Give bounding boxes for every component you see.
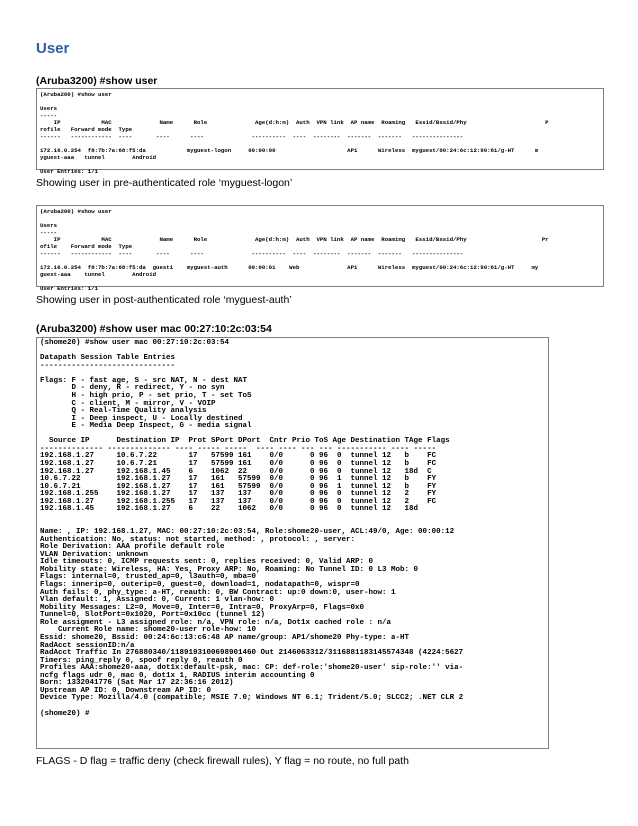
terminal-screenshot-pre-auth bbox=[36, 88, 604, 175]
caption-post-auth: Showing user in post-authenticated role ‘myguest-auth’ bbox=[36, 294, 292, 306]
terminal-output: (Aruba200) #show user Users ----- IP MAC Name Role Age(d:h:m) Auth VPN link AP name Roaming Essid/Bssid/Phy Pr ofile Forward mode Type ------ ------------ ---- ---- ---- ---------- ---- -------- ------- ------- --------------- 172.16.0.254 f8:7b:7a:68:f5:da guest1 myguest-auth 00:00:01 Web AP1 Wireless myguest/00:24:6c:12:90:61/g-HT my guest-aaa tunnel Android User Entries: 1/1 bbox=[40, 208, 549, 292]
command-label-show-user: (Aruba3200) #show user bbox=[36, 75, 158, 87]
terminal-output: (Aruba200) #show user Users ----- IP MAC Name Role Age(d:h:m) Auth VPN link AP name Roaming Essid/Bssid/Phy P rofile Forward mode Type ------ ------------ ---- ---- ---- ---------- ---- -------- ------- ------- --------------- 172.16.0.254 f8:7b:7a:68:f5:da myguest-logon 00:00:00 AP1 Wireless myguest/00:24:6c:12:90:61/g-HT m yguest-aaa tunnel Android User Entries: 1/1 bbox=[40, 91, 549, 175]
caption-flags: FLAGS - D flag = traffic deny (check firewall rules), Y flag = no route, no full path bbox=[36, 755, 409, 767]
terminal-screenshot-post-auth bbox=[36, 205, 604, 292]
terminal-output: (shome20) #show user mac 00:27:10:2c:03:54 Datapath Session Table Entries ------------------------------ Flags: F - fast age, S - src NAT, N - dest NAT D - deny, R - redirect, Y - no syn H - high prio, P - set prio, T - set ToS C - client, M - mirror, V - VOIP Q - Real-Time Quality analysis I - Deep inspect, U - Locally destined E - Media Deep Inspect, G - media signal Source IP Destination IP Prot SPort DPort Cntr Prio ToS Age Destination TAge Flags -------------- -------------- ---- ----- ----- ---- ---- --- --- ----------- ---- ----- 192.168.1.27 10.6.7.22 17 57599 161 0/0 0 96 0 tunnel 12 b FC 192.168.1.27 10.6.7.21 17 57599 161 0/0 0 96 0 tunnel 12 b FC 192.168.1.27 192.168.1.45 6 1062 22 0/0 0 96 0 tunnel 12 18d C 10.6.7.22 192.168.1.27 17 161 57599 0/0 0 96 1 tunnel 12 b FY 10.6.7.21 192.168.1.27 17 161 57599 0/0 0 96 1 tunnel 12 b FY 192.168.1.255 192.168.1.27 17 137 137 0/0 0 96 0 tunnel 12 2 FY 192.168.1.27 192.168.1.255 17 137 137 0/0 0 96 0 tunnel 12 2 FC 192.168.1.45 192.168.1.27 6 22 1062 0/0 0 96 0 tunnel 12 18d Name: , IP: 192.168.1.27, MAC: 00:27:10:2c:03:54, Role:shome20-user, ACL:49/0, Age: 00:00:12 Authentication: No, status: not started, method: , protocol: , server: Role Derivation: AAA profile default role VLAN Derivation: unknown Idle timeouts: 0, ICMP requests sent: 0, replies received: 0, Valid ARP: 0 Mobility state: Wireless, HA: Yes, Proxy ARP: No, Roaming: No Tunnel ID: 0 L3 Mob: 0 Flags: internal=0, trusted_ap=0, l3auth=0, mba=0 Flags: innerip=0, outerip=0, guest=0, download=1, nodatapath=0, wispr=0 Auth fails: 0, phy_type: a-HT, reauth: 0, BW Contract: up:0 down:0, user-how: 1 Vlan default: 1, Assigned: 0, Current: 1 vlan-how: 0 Mobility Messages: L2=0, Move=0, Inter=0, Intra=0, ProxyArp=0, Flags=0x0 Tunnel=0, SlotPort=0x1020, Port=0x10cc (tunnel 12) Role assigment - L3 assigned role: n/a, VPN role: n/a, Dot1x cached role : n/a Current Role name: shome20-user role-how: 10 Essid: shome20, Bssid: 00:24:6c:13:c6:48 AP name/group: AP1/shome20 Phy-type: a-HT RadAcct sessionID:n/a RadAcct Traffic In 276880340/1189193100698901460 Out 2146063312/3116881183145574348 (4224:5627 Timers: ping_reply 0, spoof reply 0, reauth 0 Profiles AAA:shome20-aaa, dot1x:default-psk, mac: CP: def-role:'shome20-user' sip-role:'' via- ncfg flags udr 0, mac 0, dot1x 1, RADIUS interim accounting 0 Born: 1332041776 (Sat Mar 17 22:36:16 2012) Upstream AP ID: 0, Downstream AP ID: 0 Device Type: Mozilla/4.0 (compatible; MSIE 7.0; Windows NT 6.1; Trident/5.0; SLCC2; .NET CLR 2 (shome20) # bbox=[40, 339, 464, 718]
page-heading: User bbox=[36, 40, 70, 57]
command-label-show-user-mac: (Aruba3200) #show user mac 00:27:10:2c:03:54 bbox=[36, 323, 272, 335]
caption-pre-auth: Showing user in pre-authenticated role ‘myguest-logon’ bbox=[36, 177, 293, 189]
terminal-screenshot-user-mac bbox=[36, 337, 549, 749]
